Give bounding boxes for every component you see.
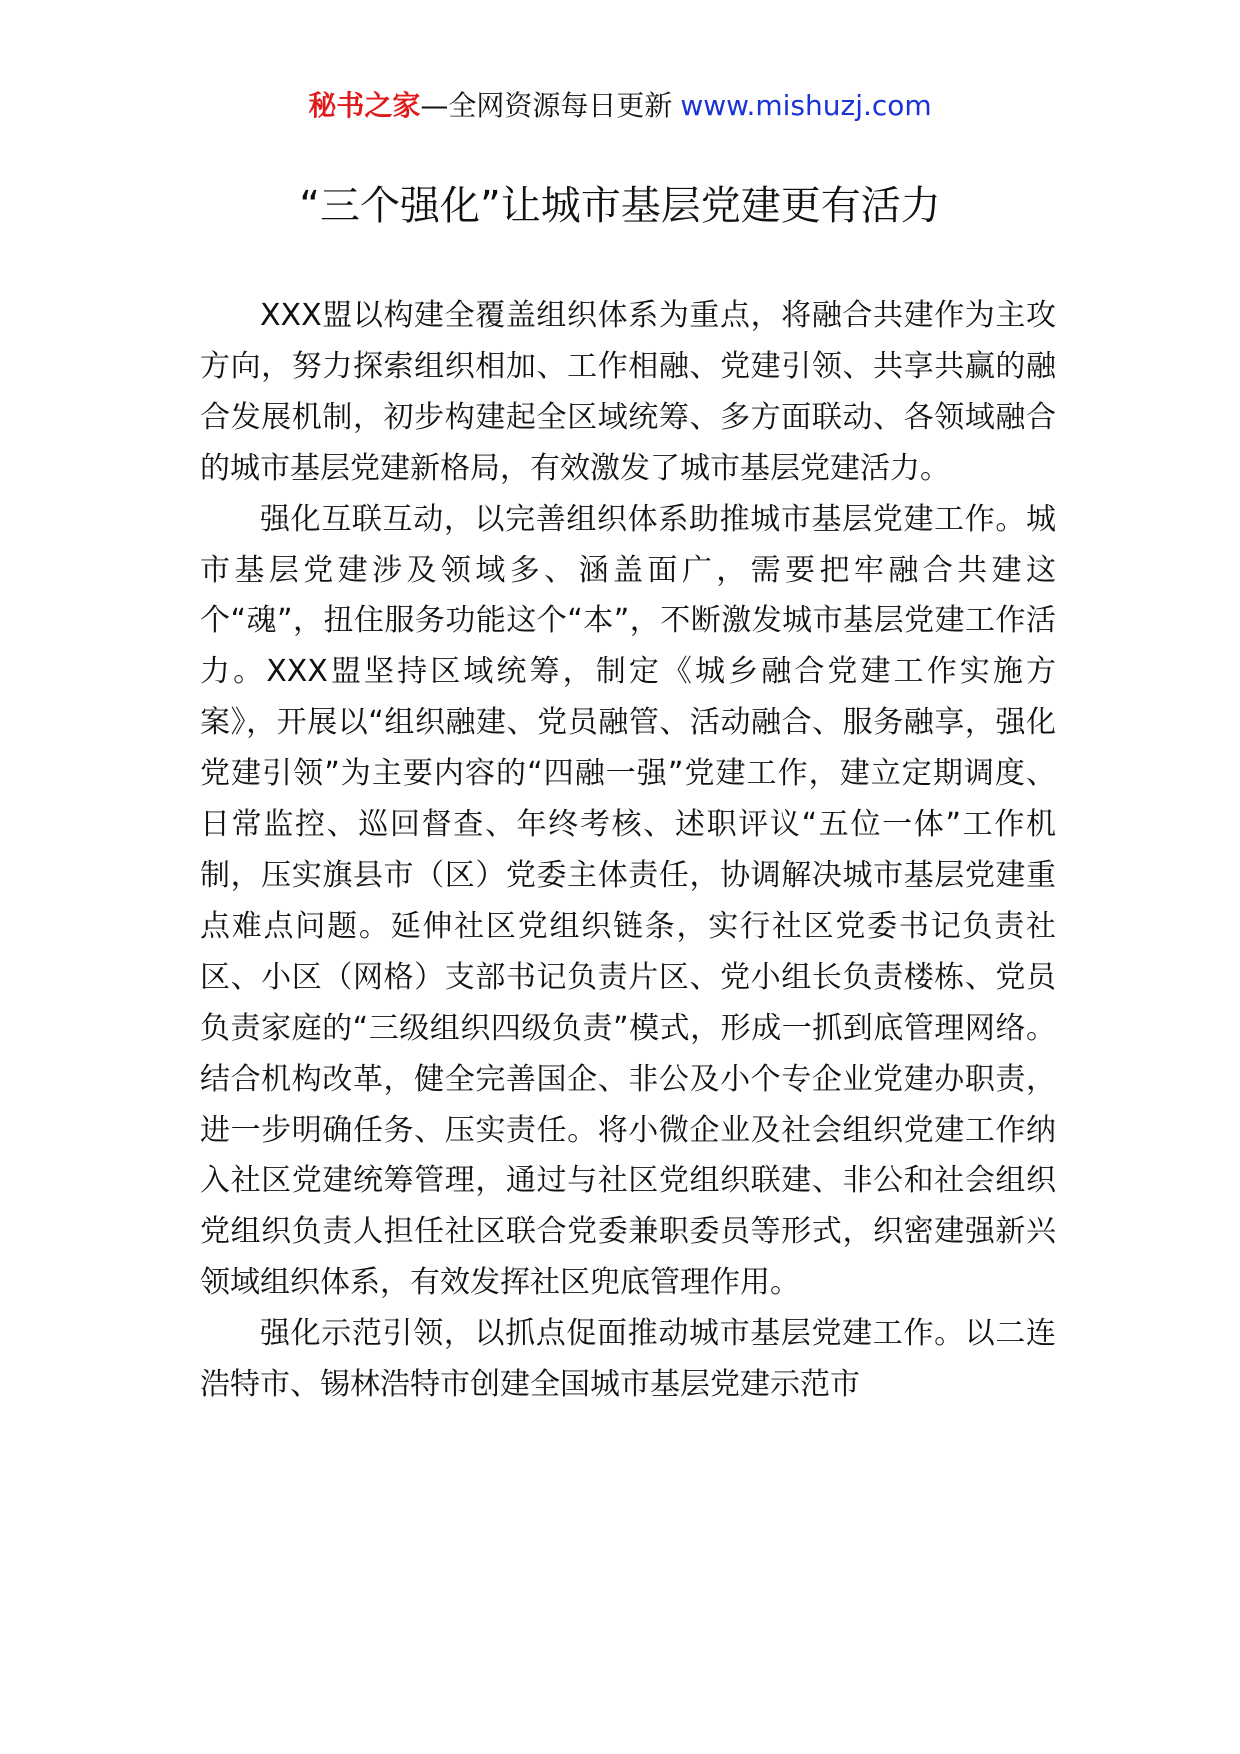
paragraph-intro: XXX盟以构建全覆盖组织体系为重点，将融合共建作为主攻方向，努力探索组织相加、工作相融、党建引领、共享共赢的融合发展机制，初步构建起全区域统筹、多方面联动、各领域融合的城市基层党建新格局，有效激发了城市基层党建活力。 [200, 298, 1056, 486]
site-tagline: —全网资源每日更新 [420, 89, 673, 122]
document-title: “三个强化”让城市基层党建更有活力 [299, 183, 941, 229]
site-header [0, 86, 1240, 126]
paragraph-demonstration: 强化示范引领，以抓点促面推动城市基层党建工作。以二连浩特市、锡林浩特市创建全国城市基层党建示范市 [200, 1316, 1056, 1403]
document-body [200, 291, 1056, 1411]
site-url-link[interactable]: www.mishuzj.com [680, 89, 932, 122]
paragraph-interconnection: 强化互联互动，以完善组织体系助推城市基层党建工作。城市基层党建涉及领域多、涵盖面广，需要把牢融合共建这个“魂”，扭住服务功能这个“本”，不断激发城市基层党建工作活力。XXX盟坚持区域统筹，制定《城乡融合党建工作实施方案》，开展以“组织融建、党员融管、活动融合、服务融享，强化党建引领”为主要内容的“四融一强”党建工作，建立定期调度、日常监控、巡回督查、年终考核、述职评议“五位一体”工作机制，压实旗县市（区）党委主体责任，协调解决城市基层党建重点难点问题。延伸社区党组织链条，实行社区党委书记负责社区、小区（网格）支部书记负责片区、党小组长负责楼栋、党员负责家庭的“三级组织四级负责”模式，形成一抓到底管理网络。结合机构改革，健全完善国企、非公及小个专企业党建办职责，进一步明确任务、压实责任。将小微企业及社会组织党建工作纳入社区党建统筹管理，通过与社区党组织联建、非公和社会组织党组织负责人担任社区联合党委兼职委员等形式，织密建强新兴领域组织体系，有效发挥社区兜底管理作用。 [200, 501, 1056, 1301]
site-brand: 秘书之家 [308, 89, 421, 122]
